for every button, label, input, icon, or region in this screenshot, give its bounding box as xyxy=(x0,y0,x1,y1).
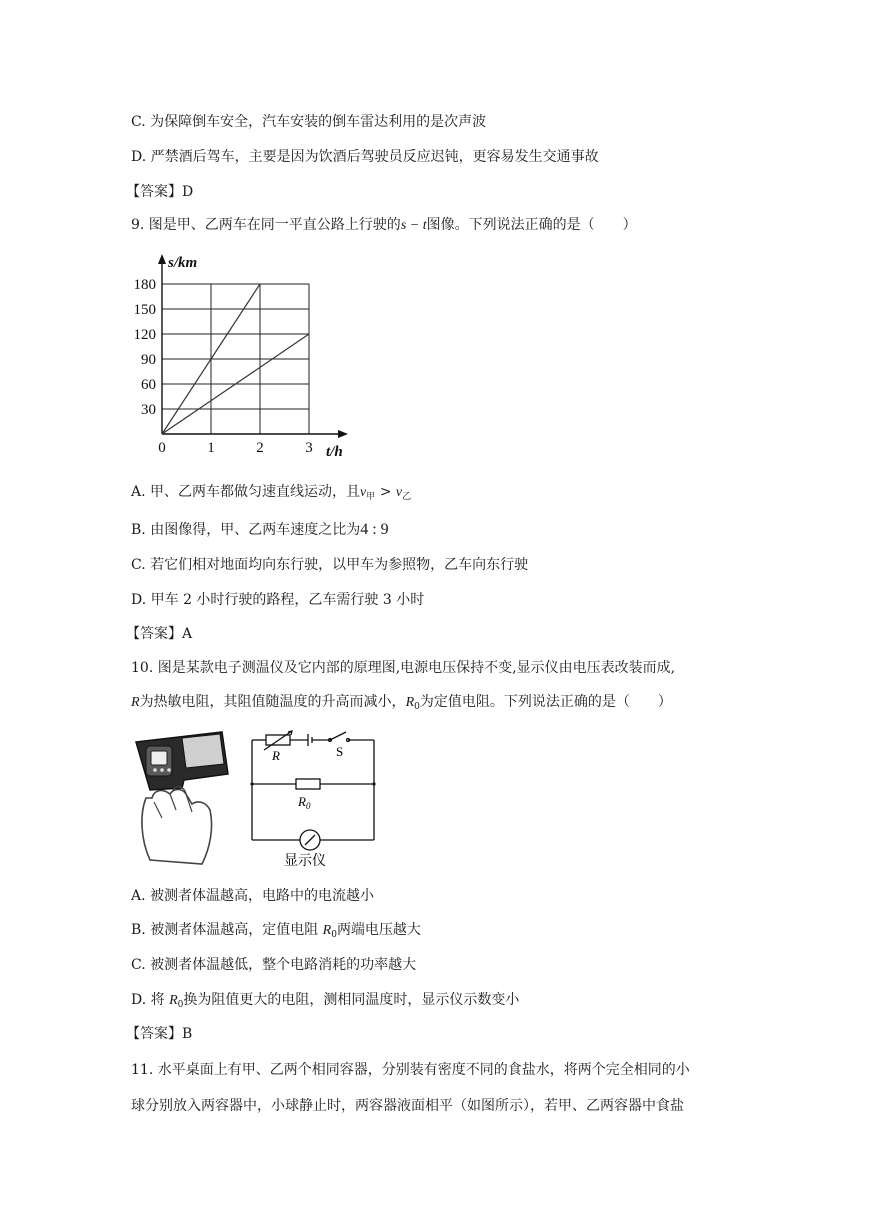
v-yi-subscript: 乙 xyxy=(402,492,412,502)
y-tick-label: 120 xyxy=(133,327,156,343)
resistor-r0 xyxy=(296,779,320,789)
x-tick-label: 1 xyxy=(207,440,215,456)
label-r0: $R_0$ xyxy=(298,794,311,811)
q8-answer: 【答案】D xyxy=(126,184,194,200)
r-symbol: R xyxy=(131,695,140,710)
circuit-diagram xyxy=(248,728,388,868)
x-axis-arrow xyxy=(338,430,348,438)
v-yi-symbol: v xyxy=(395,485,403,500)
x-tick-label: 2 xyxy=(256,440,264,456)
q10-option-d-text-b: 换为阻值更大的电阻，测相同温度时，显示仪示数变小 xyxy=(183,992,520,1008)
q9-option-b xyxy=(131,520,389,540)
q9-stem xyxy=(131,215,637,236)
q10-option-b-text-b: 两端电压越大 xyxy=(336,922,421,938)
y-tick-label: 30 xyxy=(141,402,156,418)
v-jia-symbol: v xyxy=(360,485,367,500)
meter-label: 显示仪 xyxy=(284,854,326,868)
label-s: S xyxy=(336,744,344,759)
q10-option-b-text-a: B. 被测者体温越高，定值电阻 xyxy=(131,922,323,938)
q11-stem-line-1: 11. 水平桌面上有甲、乙两个相同容器，分别装有密度不同的食盐水，将两个完全相同的小 xyxy=(131,1062,690,1078)
q8-option-c: C. 为保障倒车安全，汽车安装的倒车雷达利用的是次声波 xyxy=(131,114,487,130)
q9-stem-math: s − t xyxy=(400,218,427,233)
r0-symbol: R xyxy=(405,695,415,710)
y-tick-label: 60 xyxy=(141,377,156,393)
label-r: R xyxy=(272,748,280,763)
y-axis-label: s/km xyxy=(168,255,198,271)
q10-stem-text-b: 为定值电阻。下列说法正确的是（ ） xyxy=(419,694,672,710)
y-tick-label: 90 xyxy=(141,352,156,368)
q9-ratio: 4 : 9 xyxy=(360,521,389,538)
q8-option-d: D. 严禁酒后驾车，主要是因为饮酒后驾驶员反应迟钝，更容易发生交通事故 xyxy=(131,149,599,165)
q10-option-c: C. 被测者体温越低，整个电路消耗的功率越大 xyxy=(131,957,417,973)
q9-option-d: D. 甲车 2 小时行驶的路程，乙车需行驶 3 小时 xyxy=(131,592,425,608)
q10-answer: 【答案】B xyxy=(126,1026,193,1042)
q11-stem-line-2: 球分别放入两容器中，小球静止时，两容器液面相平（如图所示），若甲、乙两容器中食盐 xyxy=(131,1098,684,1114)
x-tick-label: 3 xyxy=(305,440,313,456)
r0-symbol: R xyxy=(169,993,178,1008)
q9-stem-text-b: 图像。下列说法正确的是（ ） xyxy=(426,217,637,233)
q9-stem-text-a: 9. 图是甲、乙两车在同一平直公路上行驶的 xyxy=(131,217,401,233)
q10-option-d-text-a: D. 将 xyxy=(131,992,170,1008)
q10-stem-line-2 xyxy=(131,692,672,717)
y-tick-label: 180 xyxy=(133,277,156,293)
q9-option-a-text: A. 甲、乙两车都做匀速直线运动，且 xyxy=(131,484,361,500)
q10-option-b xyxy=(131,920,421,945)
r0-subscript: 0 xyxy=(414,702,420,712)
q9-option-a xyxy=(131,482,411,507)
q9-option-c: C. 若它们相对地面均向东行驶，以甲车为参照物，乙车向东行驶 xyxy=(131,557,529,573)
y-tick-label: 150 xyxy=(133,302,156,318)
origin-label: 0 xyxy=(158,440,166,456)
y-axis-arrow xyxy=(158,254,166,264)
q10-option-d xyxy=(131,990,519,1015)
q10-option-a: A. 被测者体温越高，电路中的电流越小 xyxy=(131,888,375,904)
st-graph xyxy=(126,250,356,460)
r0-subscript: 0 xyxy=(331,930,337,940)
q10-stem-line-1: 10. 图是某款电子测温仪及它内部的原理图,电源电压保持不变,显示仪由电压表改装而成, xyxy=(131,660,676,676)
greater-than-sign: > xyxy=(375,484,396,500)
q10-stem-text-a: 为热敏电阻，其阻值随温度的升高而减小， xyxy=(139,694,406,710)
q9-answer: 【答案】A xyxy=(126,626,193,642)
thermometer-gun-image xyxy=(132,728,252,868)
r0-symbol: R xyxy=(322,923,332,938)
switch-s xyxy=(330,732,346,740)
r0-subscript: 0 xyxy=(177,1000,184,1010)
x-axis-label: t/h xyxy=(326,444,343,460)
v-jia-subscript: 甲 xyxy=(366,492,376,502)
q9-option-b-text: B. 由图像得，甲、乙两车速度之比为 xyxy=(131,522,361,538)
